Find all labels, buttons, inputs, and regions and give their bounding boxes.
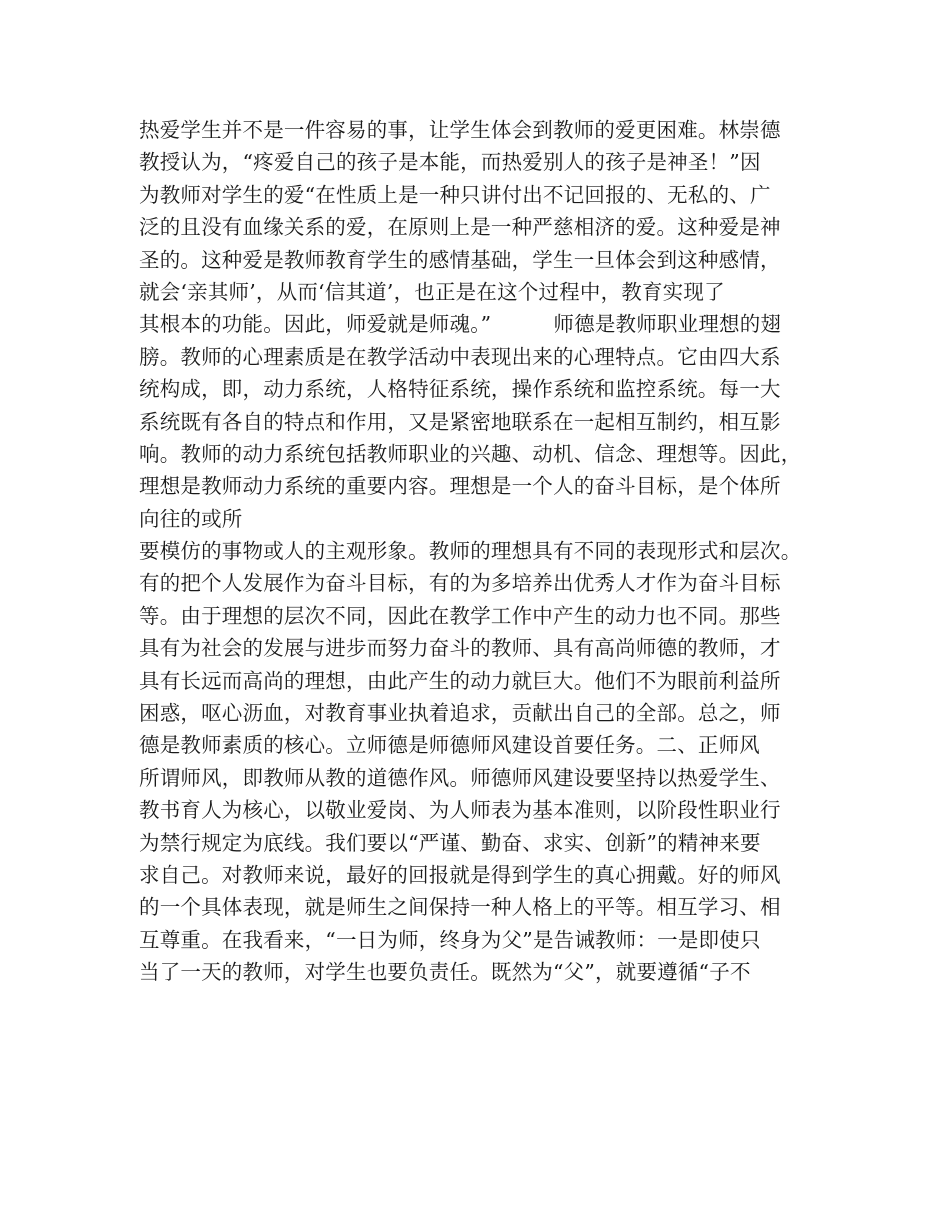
text-line: 困惑，呕心沥血，对教育事业执着追求，贡献出自己的全部。总之，师 — [139, 701, 781, 726]
text-line: 具有为社会的发展与进步而努力奋斗的教师、具有高尚师德的教师，才 — [139, 636, 781, 661]
text-line: 热爱学生并不是一件容易的事，让学生体会到教师的爱更困难。林崇德 — [139, 118, 781, 142]
text-line: 就会‘亲其师’，从而‘信其道’，也正是在这个过程中，教育实现了 — [139, 279, 725, 304]
text-line: 有的把个人发展作为奋斗目标，有的为多培养出优秀人才作为奋斗目标 — [139, 571, 781, 596]
text-line: 圣的。这种爱是教师教育学生的感情基础，学生一旦体会到这种感情， — [139, 247, 781, 272]
text-line: 向往的或所 — [139, 506, 243, 531]
text-line: 教书育人为核心，以敬业爱岗、为人师表为基本准则，以阶段性职业行 — [139, 798, 781, 823]
text-line: 互尊重。在我看来，“一日为师，终身为父”是告诫教师：一是即使只 — [139, 927, 761, 952]
text-line: 的一个具体表现，就是师生之间保持一种人格上的平等。相互学习、相 — [139, 895, 781, 920]
text-line: 泛的且没有血缘关系的爱，在原则上是一种严慈相济的爱。这种爱是神 — [139, 215, 781, 240]
text-line: 为教师对学生的爱“在性质上是一种只讲付出不记回报的、无私的、广 — [139, 182, 771, 207]
text-line: 系统既有各自的特点和作用，又是紧密地联系在一起相互制约，相互影 — [139, 409, 781, 434]
text-line: 所谓师风，即教师从教的道德作风。师德师风建设要坚持以热爱学生、 — [139, 765, 781, 790]
text-line: 求自己。对教师来说，最好的回报就是得到学生的真心拥戴。好的师风 — [139, 862, 781, 887]
text-line: 教授认为，“疼爱自己的孩子是本能，而热爱别人的孩子是神圣！”因 — [139, 150, 761, 175]
text-line: 响。教师的动力系统包括教师职业的兴趣、动机、信念、理想等。因此， — [139, 441, 802, 466]
text-line: 膀。教师的心理素质是在教学活动中表现出来的心理特点。它由四大系 — [139, 344, 781, 369]
body-text — [139, 114, 839, 989]
text-line: 要模仿的事物或人的主观形象。教师的理想具有不同的表现形式和层次。 — [139, 539, 802, 564]
text-line: 等。由于理想的层次不同，因此在教学工作中产生的动力也不同。那些 — [139, 603, 781, 628]
text-line: 理想是教师动力系统的重要内容。理想是一个人的奋斗目标，是个体所 — [139, 474, 781, 499]
text-line: 其根本的功能。因此，师爱就是师魂。” 师德是教师职业理想的翅 — [139, 312, 782, 337]
text-line: 具有长远而高尚的理想，由此产生的动力就巨大。他们不为眼前利益所 — [139, 668, 781, 693]
text-line: 为禁行规定为底线。我们要以“严谨、勤奋、求实、创新”的精神来要 — [139, 830, 761, 855]
text-line: 当了一天的教师，对学生也要负责任。既然为“父”，就要遵循“子不 — [139, 960, 751, 985]
text-line: 德是教师素质的核心。立师德是师德师风建设首要任务。二、正师风 — [139, 733, 760, 758]
text-line: 统构成，即，动力系统，人格特征系统，操作系统和监控系统。每一大 — [139, 377, 781, 402]
